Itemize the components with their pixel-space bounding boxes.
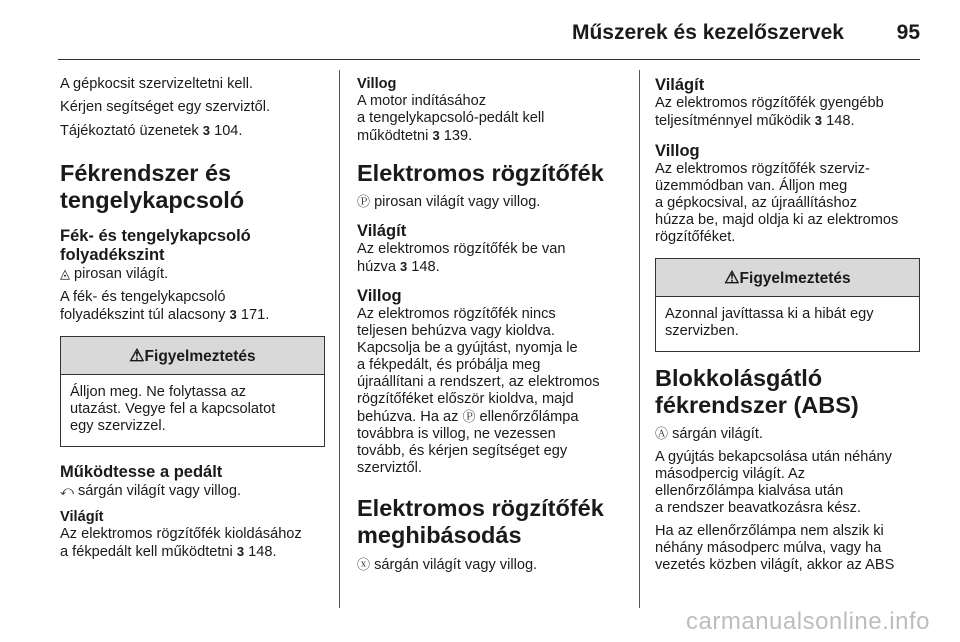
paragraph: Az elektromos rögzítőfék nincs teljesen behúzva vagy kioldva. Kapcsolja be a gyújtást, nyomja le a fékpedált, és próbálja meg újraállítani a rendszert, az elektromos rögzítőféket először kioldva, majd behúzva. Ha az Ⓟ ellenőrzőlámpa továbbra is villog, ne vezessen tovább, és kérjen segítséget egy szerviztől. — [357, 306, 600, 476]
parking-brake-icon: Ⓟ — [357, 194, 371, 209]
page-ref-marker: 3 — [400, 259, 408, 274]
warning-triangle-icon: ⚠ — [724, 268, 740, 287]
paragraph: ◬ pirosan világít. — [60, 266, 169, 282]
paragraph: ⤺ sárgán világít vagy villog. — [60, 483, 242, 499]
paragraph: Ⓟ pirosan világít vagy villog. — [357, 194, 541, 210]
column-2 — [357, 76, 622, 574]
warning-header: ⚠Figyelmeztetés — [61, 337, 324, 375]
paragraph: A fék- és tengelykapcsoló folyadékszint túl alacsony 3 171. — [60, 289, 270, 323]
paragraph: A gyújtás bekapcsolása után néhány másodpercig világít. Az ellenőrzőlámpa kialvása után a rendszer beavatkozásra kész. — [655, 449, 892, 516]
column-divider — [639, 70, 640, 608]
subsection-heading: Fék- és tengelykapcsoló folyadékszint — [60, 227, 251, 264]
warning-text: Álljon meg. Ne folytassa az utazást. Vegye fel a kapcsolatot egy szervizzel. — [70, 384, 276, 434]
column-divider — [339, 70, 340, 608]
abs-icon: Ⓐ — [655, 426, 669, 441]
paragraph: Ha az ellenőrzőlámpa nem alszik ki néhány másodperc múlva, vagy ha vezetés közben világít, akkor az ABS — [655, 523, 895, 573]
page-ref-marker: 3 — [432, 128, 440, 143]
subsection-heading: Világít — [655, 76, 705, 94]
subsection-heading: Villog — [655, 142, 700, 160]
warning-box — [60, 336, 325, 447]
paragraph: Az elektromos rögzítőfék szerviz- üzemmódban van. Álljon meg a gépkocsival, az újraállításhoz húzza be, majd oldja ki az elektromos rögzítőféket. — [655, 161, 899, 245]
page-title: Műszerek és kezelőszervek — [571, 21, 844, 44]
parking-brake-icon: Ⓟ — [462, 409, 476, 424]
paragraph: Az elektromos rögzítőfék kioldásához a fékpedált kell működtetni 3 148. — [60, 526, 302, 560]
section-heading: Blokkolásgátló fékrendszer (ABS) — [655, 365, 859, 418]
parking-fault-icon: ⓧ — [357, 557, 371, 572]
subsection-heading: Világít — [357, 222, 407, 240]
warning-triangle-icon: ⚠ — [129, 346, 145, 365]
subsection-heading: Villog — [357, 287, 402, 305]
section-heading: Elektromos rögzítőfék — [357, 160, 604, 186]
section-heading: Elektromos rögzítőfék meghibásodás — [357, 495, 604, 548]
paragraph: A gépkocsit szervizeltetni kell. — [60, 76, 254, 92]
page-ref-marker: 3 — [229, 307, 237, 322]
minor-heading: Világít — [60, 509, 104, 525]
paragraph: Ⓐ sárgán világít. — [655, 426, 763, 442]
page-ref-marker: 3 — [814, 113, 823, 128]
paragraph: Az elektromos rögzítőfék be van húzva 3 148. — [357, 241, 566, 275]
minor-heading: Villog — [357, 76, 397, 92]
paragraph: A motor indításához a tengelykapcsoló-pedált kell működtetni 3 139. — [357, 93, 545, 144]
paragraph: Tájékoztató üzenetek 3 104. — [60, 123, 243, 139]
page-ref-marker: 3 — [236, 544, 245, 559]
warning-header: ⚠Figyelmeztetés — [656, 259, 919, 297]
column-3 — [655, 76, 920, 574]
section-heading: Fékrendszer és tengelykapcsoló — [60, 160, 245, 213]
brake-fluid-icon: ◬ — [60, 266, 70, 281]
page-header — [58, 18, 920, 60]
paragraph: Kérjen segítséget egy szerviztől. — [60, 99, 271, 115]
pedal-icon: ⤺ — [60, 483, 74, 498]
warning-box — [655, 258, 920, 352]
page-number: 95 — [896, 21, 920, 44]
column-1 — [60, 76, 325, 561]
watermark: carmanualsonline.info — [686, 608, 930, 635]
paragraph: Az elektromos rögzítőfék gyengébb teljesítménnyel működik 3 148. — [655, 95, 884, 129]
warning-text: Azonnal javíttassa ki a hibát egy szervizben. — [665, 306, 874, 339]
paragraph: ⓧ sárgán világít vagy villog. — [357, 557, 538, 573]
page-ref-marker: 3 — [202, 123, 211, 138]
subsection-heading: Működtesse a pedált — [60, 463, 223, 481]
